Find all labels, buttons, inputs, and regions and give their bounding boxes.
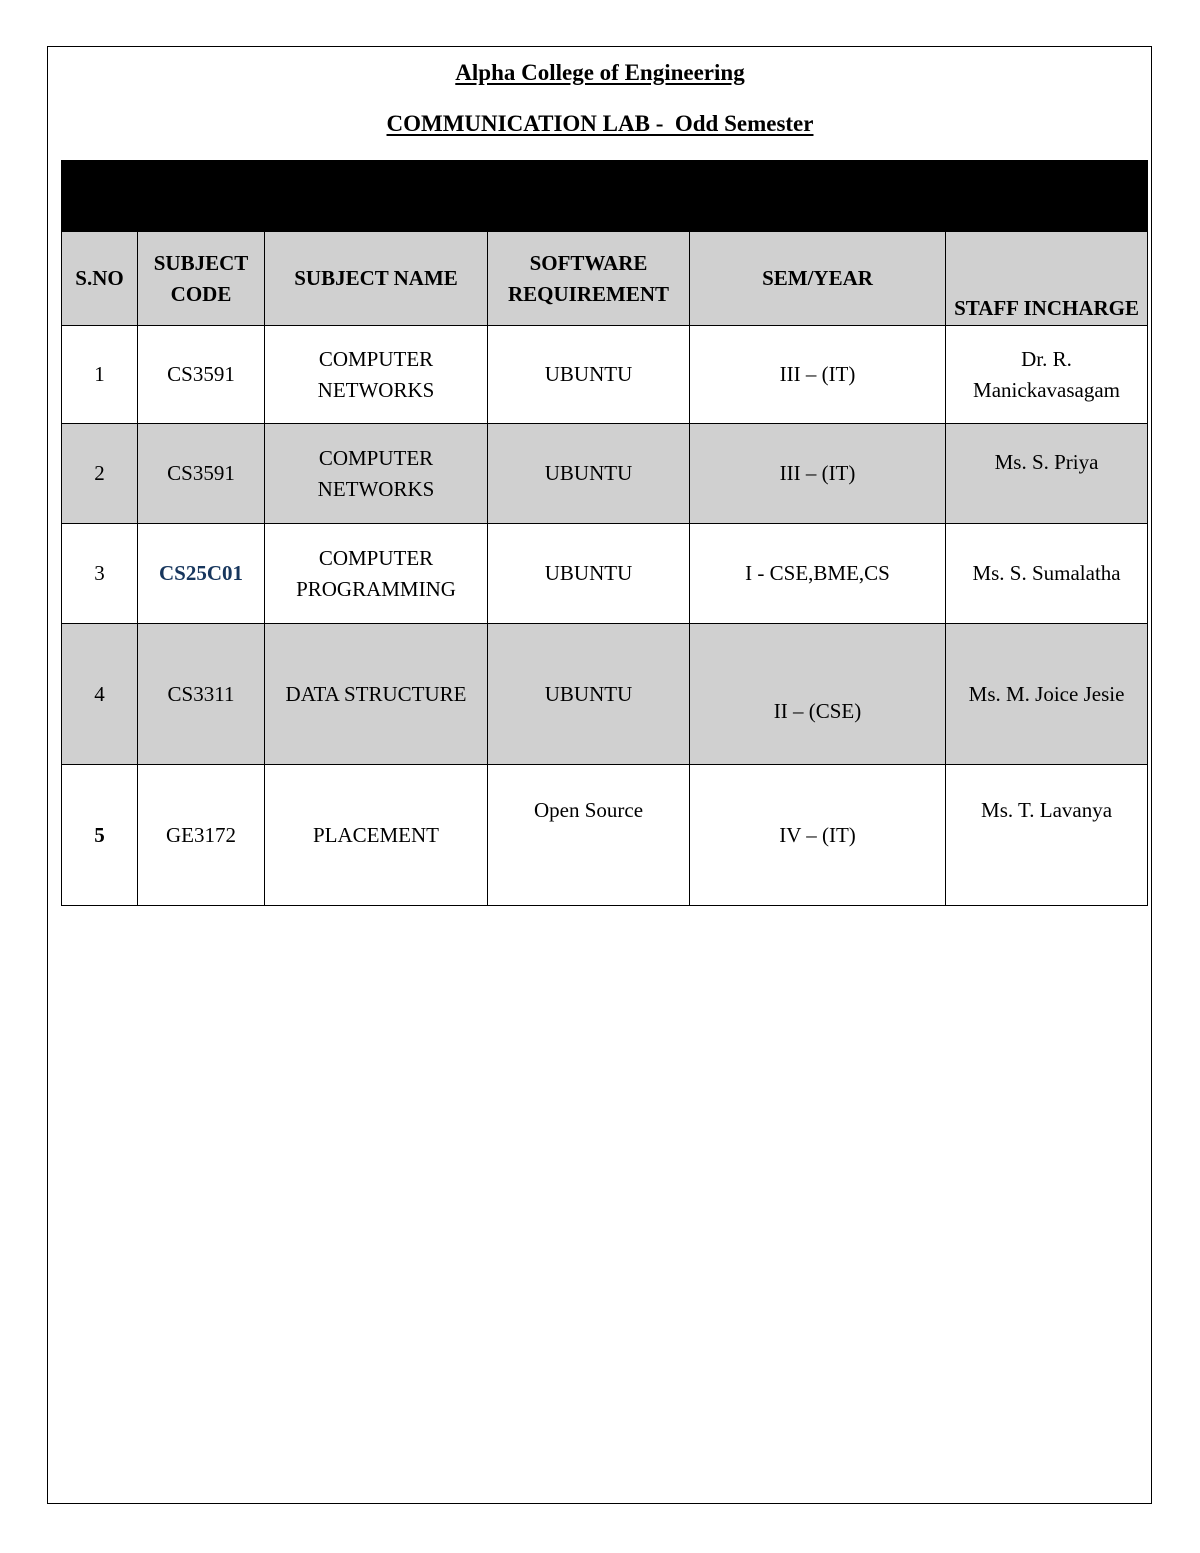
col-header-sno: S.NO [62, 232, 138, 326]
cell-sno: 2 [62, 424, 138, 524]
cell-staff: Ms. M. Joice Jesie [946, 624, 1148, 765]
col-header-subject-name: SUBJECT NAME [265, 232, 488, 326]
cell-sem-year: III – (IT) [690, 326, 946, 424]
cell-sem-year: I - CSE,BME,CS [690, 524, 946, 624]
cell-staff: Dr. R. Manickavasagam [946, 326, 1148, 424]
table-row [62, 424, 1148, 524]
cell-subject-code: CS25C01 [138, 524, 265, 624]
cell-staff: Ms. S. Sumalatha [946, 524, 1148, 624]
table-row [62, 624, 1148, 765]
cell-sno: 3 [62, 524, 138, 624]
cell-subject-code: CS3591 [138, 326, 265, 424]
cell-sno: 5 [62, 765, 138, 906]
cell-sem-year: IV – (IT) [690, 765, 946, 906]
cell-staff: Ms. T. Lavanya [946, 765, 1148, 906]
header-band [62, 161, 1148, 232]
column-header-row [62, 232, 1148, 326]
header-band-cell [62, 161, 1148, 232]
cell-software: UBUNTU [488, 524, 690, 624]
lab-schedule-table [61, 160, 1148, 906]
cell-subject-code: CS3591 [138, 424, 265, 524]
cell-sem-year: III – (IT) [690, 424, 946, 524]
cell-subject-name: COMPUTER NETWORKS [265, 424, 488, 524]
cell-subject-code: CS3311 [138, 624, 265, 765]
cell-subject-code: GE3172 [138, 765, 265, 906]
cell-subject-name: COMPUTER NETWORKS [265, 326, 488, 424]
table-row [62, 765, 1148, 906]
table-row [62, 524, 1148, 624]
cell-subject-name: COMPUTER PROGRAMMING [265, 524, 488, 624]
cell-subject-name: DATA STRUCTURE [265, 624, 488, 765]
col-header-sem-year: SEM/YEAR [690, 232, 946, 326]
cell-staff: Ms. S. Priya [946, 424, 1148, 524]
cell-sno: 1 [62, 326, 138, 424]
cell-sno: 4 [62, 624, 138, 765]
cell-software: UBUNTU [488, 326, 690, 424]
col-header-software: SOFTWARE REQUIREMENT [488, 232, 690, 326]
cell-subject-name: PLACEMENT [265, 765, 488, 906]
cell-software: Open Source [488, 765, 690, 906]
col-header-staff: STAFF INCHARGE [946, 232, 1148, 326]
cell-software: UBUNTU [488, 424, 690, 524]
college-name: Alpha College of Engineering [455, 60, 745, 85]
cell-sem-year: II – (CSE) [690, 624, 946, 765]
cell-software: UBUNTU [488, 624, 690, 765]
table-row [62, 326, 1148, 424]
col-header-subject-code: SUBJECT CODE [138, 232, 265, 326]
lab-title: COMMUNICATION LAB - Odd Semester [386, 111, 814, 136]
